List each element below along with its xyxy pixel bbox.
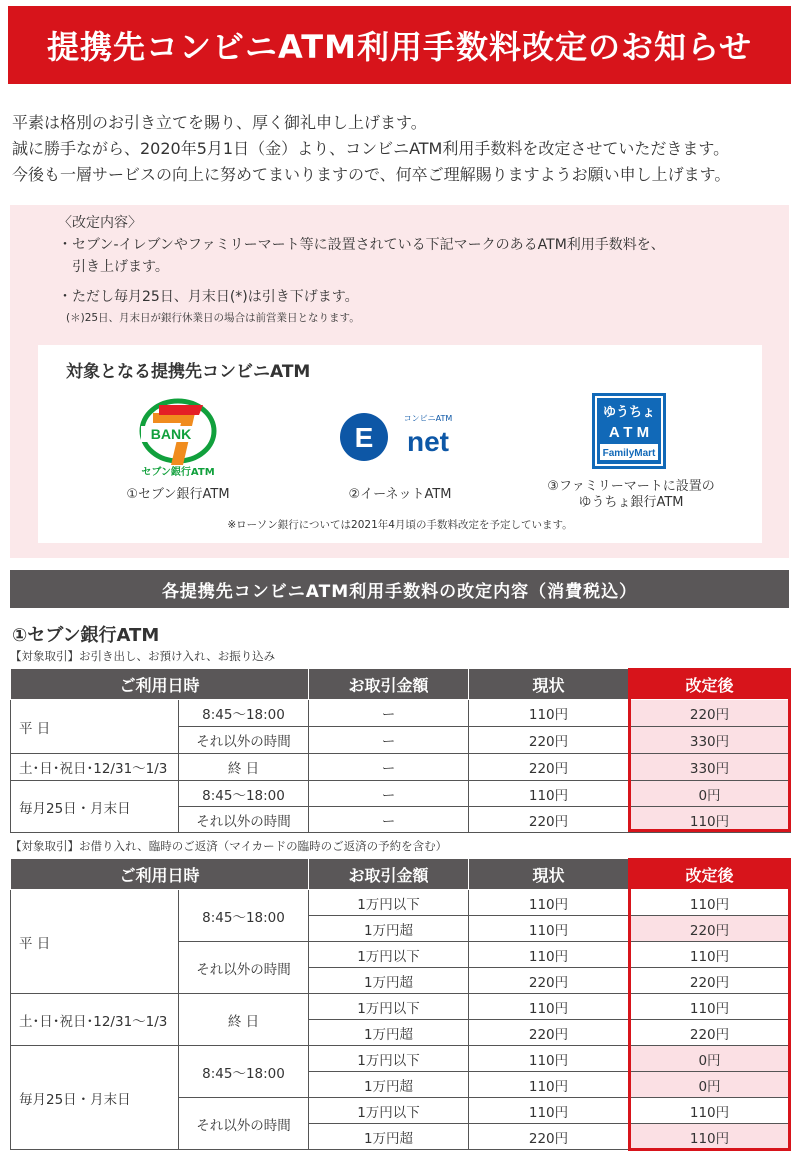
group-cell: 土･日･祝日･12/31～1/3 [11,994,179,1046]
time-cell: それ以外の時間 [179,942,309,994]
current-fee-cell: 220円 [469,1124,629,1150]
current-fee-cell: 110円 [469,781,629,807]
intro-line: 平素は格別のお引き立てを賜り、厚く御礼申し上げます。 [12,113,427,132]
amount-cell: ー [309,727,469,754]
enet-logo [338,407,468,463]
amount-cell: 1万円超 [309,1072,469,1098]
yucho-logo-line3: FamilyMart [602,448,656,459]
lawson-note: ※ローソン銀行については2021年4月頃の手数料改定を予定しています。 [227,519,573,531]
table1-caption: 【対象取引】お引き出し、お預け入れ、お振り込み [10,649,276,663]
header-date: ご利用日時 [11,859,309,890]
fee-table-1 [10,668,791,833]
time-cell: 8:45～18:00 [179,781,309,807]
atm-panel-title: 対象となる提携先コンビニATM [66,362,311,382]
current-fee-cell: 110円 [469,700,629,727]
time-cell: 終 日 [179,994,309,1046]
notes-line: ・セブン-イレブンやファミリーマート等に設置されている下記マークのあるATM利用手数料を、 [58,237,665,253]
amount-cell: ー [309,781,469,807]
current-fee-cell: 220円 [469,1020,629,1046]
notes-heading: 〈改定内容〉 [58,215,142,231]
yucho-familymart-logo [591,392,667,470]
current-fee-cell: 110円 [469,890,629,916]
enet-logo-letter: E [354,422,374,453]
time-cell: 8:45～18:00 [179,700,309,727]
amount-cell: 1万円超 [309,968,469,994]
time-cell: 8:45～18:00 [179,890,309,942]
amount-cell: 1万円以下 [309,994,469,1020]
yucho-logo-line1: ゆうちょ [602,405,656,420]
fee-table-2 [10,858,791,1150]
time-cell: それ以外の時間 [179,1098,309,1150]
group-cell: 毎月25日・月末日 [11,781,179,833]
current-fee-cell: 220円 [469,727,629,754]
intro-line: 今後も一層サービスの向上に努めてまいりますので、何卒ご理解賜りますようお願い申し上げます。 [12,165,731,184]
amount-cell: ー [309,807,469,833]
amount-cell: 1万円以下 [309,942,469,968]
intro-line: 誠に勝手ながら、2020年5月1日（金）より、コンビニATM利用手数料を改定させていただきます。 [12,139,730,158]
new-fee-cell: 0円 [629,781,791,807]
yucho-logo-line2: A T M [608,424,650,441]
group-cell: 土･日･祝日･12/31～1/3 [11,754,179,781]
new-fee-cell: 220円 [629,916,791,942]
new-fee-cell: 220円 [629,700,791,727]
notes-footnote: (＊)25日、月末日が銀行休業日の場合は前営業日となります。 [66,312,360,324]
new-fee-cell: 330円 [629,727,791,754]
header-after: 改定後 [629,859,791,890]
header-current: 現状 [469,669,629,700]
header-current: 現状 [469,859,629,890]
page-title: 提携先コンビニATM利用手数料改定のお知らせ [8,6,791,84]
amount-cell: 1万円以下 [309,890,469,916]
current-fee-cell: 110円 [469,916,629,942]
seven-bank-logo [133,393,223,478]
current-fee-cell: 110円 [469,1046,629,1072]
group-cell: 平 日 [11,890,179,994]
header-date: ご利用日時 [11,669,309,700]
group-cell: 毎月25日・月末日 [11,1046,179,1150]
header-after: 改定後 [629,669,791,700]
new-fee-cell: 110円 [629,890,791,916]
current-fee-cell: 110円 [469,1072,629,1098]
current-fee-cell: 220円 [469,754,629,781]
new-fee-cell: 0円 [629,1046,791,1072]
time-cell: 8:45～18:00 [179,1046,309,1098]
atm-logo-panel [38,345,762,543]
new-fee-cell: 110円 [629,942,791,968]
amount-cell: 1万円以下 [309,1046,469,1072]
notes-line: ・ただし毎月25日、月末日(*)は引き下げます。 [58,289,359,305]
amount-cell: 1万円以下 [309,1098,469,1124]
time-cell: それ以外の時間 [179,807,309,833]
amount-cell: 1万円超 [309,1020,469,1046]
atm-label-yucho-line2: ゆうちょ銀行ATM [578,495,684,510]
current-fee-cell: 110円 [469,994,629,1020]
atm-label-seven: ①セブン銀行ATM [126,487,230,502]
amount-cell: ー [309,700,469,727]
new-fee-cell: 110円 [629,994,791,1020]
group-cell: 平 日 [11,700,179,754]
time-cell: 終 日 [179,754,309,781]
new-fee-cell: 220円 [629,968,791,994]
section-title-seven: ①セブン銀行ATM [12,625,160,646]
current-fee-cell: 110円 [469,942,629,968]
revision-notes [58,212,665,328]
amount-cell: 1万円超 [309,916,469,942]
seven-bank-logo-sub: セブン銀行ATM [141,467,215,478]
new-fee-cell: 220円 [629,1020,791,1046]
current-fee-cell: 110円 [469,1098,629,1124]
intro-text [12,110,787,188]
atm-label-enet: ②イーネットATM [348,487,452,502]
new-fee-cell: 330円 [629,754,791,781]
new-fee-cell: 110円 [629,1124,791,1150]
atm-label-yucho-line1: ③ファミリーマートに設置の [547,479,715,494]
new-fee-cell: 0円 [629,1072,791,1098]
new-fee-cell: 110円 [629,1098,791,1124]
current-fee-cell: 220円 [469,807,629,833]
header-amount: お取引金額 [309,859,469,890]
enet-logo-text: net [407,426,449,457]
enet-logo-sub: コンビニATM [403,414,453,423]
section-bar: 各提携先コンビニATM利用手数料の改定内容（消費税込） [10,570,789,608]
amount-cell: ー [309,754,469,781]
header-amount: お取引金額 [309,669,469,700]
amount-cell: 1万円超 [309,1124,469,1150]
table2-caption: 【対象取引】お借り入れ、臨時のご返済（マイカードの臨時のご返済の予約を含む） [10,839,448,853]
seven-bank-logo-text: BANK [150,426,192,442]
notes-line: 引き上げます。 [72,259,169,275]
current-fee-cell: 220円 [469,968,629,994]
atm-label-yucho [526,479,736,511]
new-fee-cell: 110円 [629,807,791,833]
time-cell: それ以外の時間 [179,727,309,754]
